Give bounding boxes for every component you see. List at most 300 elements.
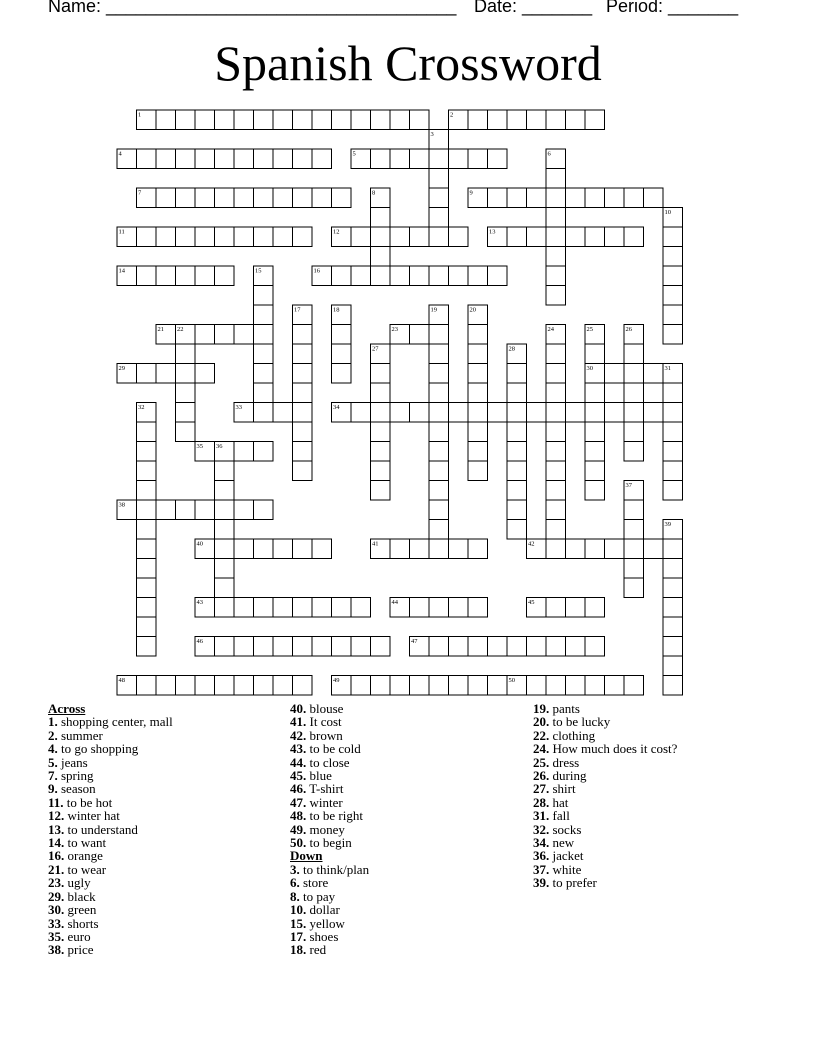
grid-cell[interactable] xyxy=(195,500,215,520)
grid-cell[interactable] xyxy=(254,383,274,403)
grid-cell[interactable] xyxy=(468,598,488,618)
grid-cell[interactable] xyxy=(195,149,215,169)
grid-cell[interactable] xyxy=(624,422,644,442)
grid-cell[interactable] xyxy=(293,188,313,208)
grid-cell[interactable] xyxy=(156,500,176,520)
grid-cell[interactable] xyxy=(293,149,313,169)
grid-cell[interactable] xyxy=(585,676,605,696)
grid-cell[interactable] xyxy=(488,266,508,286)
grid-cell[interactable] xyxy=(605,364,625,384)
grid-cell[interactable] xyxy=(546,539,566,559)
grid-cell[interactable] xyxy=(137,442,157,462)
grid-cell[interactable] xyxy=(488,188,508,208)
grid-cell[interactable] xyxy=(293,539,313,559)
grid-cell[interactable] xyxy=(663,461,683,481)
grid-cell[interactable] xyxy=(429,227,449,247)
grid-cell[interactable] xyxy=(137,481,157,501)
grid-cell[interactable] xyxy=(449,676,469,696)
grid-cell[interactable] xyxy=(429,637,449,657)
grid-cell[interactable] xyxy=(137,266,157,286)
grid-cell[interactable] xyxy=(293,442,313,462)
grid-cell[interactable] xyxy=(507,461,527,481)
grid-cell[interactable] xyxy=(546,227,566,247)
grid-cell[interactable] xyxy=(390,403,410,423)
grid-cell[interactable] xyxy=(624,539,644,559)
grid-cell[interactable] xyxy=(468,676,488,696)
grid-cell[interactable] xyxy=(215,500,235,520)
grid-cell[interactable] xyxy=(468,422,488,442)
grid-cell[interactable] xyxy=(566,227,586,247)
grid-cell[interactable] xyxy=(371,383,391,403)
grid-cell[interactable] xyxy=(585,344,605,364)
grid-cell[interactable] xyxy=(546,500,566,520)
grid-cell[interactable] xyxy=(429,520,449,540)
grid-cell[interactable] xyxy=(585,481,605,501)
grid-cell[interactable] xyxy=(663,481,683,501)
grid-cell[interactable] xyxy=(663,383,683,403)
grid-cell[interactable] xyxy=(566,676,586,696)
grid-cell[interactable] xyxy=(234,539,254,559)
grid-cell[interactable] xyxy=(624,188,644,208)
grid-cell[interactable] xyxy=(527,188,547,208)
grid-cell[interactable] xyxy=(605,539,625,559)
grid-cell[interactable] xyxy=(585,598,605,618)
grid-cell[interactable] xyxy=(293,637,313,657)
grid-cell[interactable] xyxy=(449,227,469,247)
grid-cell[interactable] xyxy=(234,637,254,657)
grid-cell[interactable] xyxy=(663,578,683,598)
grid-cell[interactable] xyxy=(273,598,293,618)
grid-cell[interactable] xyxy=(195,676,215,696)
grid-cell[interactable] xyxy=(546,266,566,286)
grid-cell[interactable] xyxy=(429,208,449,228)
grid-cell[interactable] xyxy=(546,422,566,442)
grid-cell[interactable] xyxy=(215,188,235,208)
grid-cell[interactable] xyxy=(371,149,391,169)
grid-cell[interactable] xyxy=(273,539,293,559)
grid-cell[interactable] xyxy=(195,110,215,130)
grid-cell[interactable] xyxy=(507,110,527,130)
grid-cell[interactable] xyxy=(137,598,157,618)
grid-cell[interactable] xyxy=(390,149,410,169)
grid-cell[interactable] xyxy=(312,149,332,169)
grid-cell[interactable] xyxy=(234,227,254,247)
grid-cell[interactable] xyxy=(585,637,605,657)
grid-cell[interactable] xyxy=(624,364,644,384)
grid-cell[interactable] xyxy=(663,422,683,442)
grid-cell[interactable] xyxy=(215,481,235,501)
grid-cell[interactable] xyxy=(137,422,157,442)
grid-cell[interactable] xyxy=(156,676,176,696)
grid-cell[interactable] xyxy=(293,227,313,247)
grid-cell[interactable] xyxy=(663,325,683,345)
grid-cell[interactable] xyxy=(371,461,391,481)
grid-cell[interactable] xyxy=(546,364,566,384)
grid-cell[interactable] xyxy=(254,325,274,345)
grid-cell[interactable] xyxy=(254,286,274,306)
grid-cell[interactable] xyxy=(507,227,527,247)
grid-cell[interactable] xyxy=(254,500,274,520)
grid-cell[interactable] xyxy=(566,110,586,130)
name-field[interactable]: Name: ___________________________________ xyxy=(48,0,457,16)
grid-cell[interactable] xyxy=(332,637,352,657)
grid-cell[interactable] xyxy=(663,305,683,325)
grid-cell[interactable] xyxy=(156,227,176,247)
grid-cell[interactable] xyxy=(176,383,196,403)
grid-cell[interactable] xyxy=(663,598,683,618)
grid-cell[interactable] xyxy=(663,286,683,306)
grid-cell[interactable] xyxy=(488,403,508,423)
grid-cell[interactable] xyxy=(293,383,313,403)
grid-cell[interactable] xyxy=(332,188,352,208)
grid-cell[interactable] xyxy=(176,676,196,696)
grid-cell[interactable] xyxy=(176,149,196,169)
grid-cell[interactable] xyxy=(429,422,449,442)
grid-cell[interactable] xyxy=(293,461,313,481)
grid-cell[interactable] xyxy=(488,110,508,130)
grid-cell[interactable] xyxy=(293,344,313,364)
grid-cell[interactable] xyxy=(663,247,683,267)
grid-cell[interactable] xyxy=(624,559,644,579)
grid-cell[interactable] xyxy=(527,110,547,130)
grid-cell[interactable] xyxy=(644,188,664,208)
grid-cell[interactable] xyxy=(215,266,235,286)
grid-cell[interactable] xyxy=(293,598,313,618)
grid-cell[interactable] xyxy=(507,520,527,540)
grid-cell[interactable] xyxy=(663,676,683,696)
grid-cell[interactable] xyxy=(468,637,488,657)
grid-cell[interactable] xyxy=(429,149,449,169)
grid-cell[interactable] xyxy=(254,637,274,657)
grid-cell[interactable] xyxy=(429,266,449,286)
grid-cell[interactable] xyxy=(507,481,527,501)
grid-cell[interactable] xyxy=(254,403,274,423)
grid-cell[interactable] xyxy=(137,559,157,579)
grid-cell[interactable] xyxy=(215,149,235,169)
grid-cell[interactable] xyxy=(332,266,352,286)
grid-cell[interactable] xyxy=(429,169,449,189)
grid-cell[interactable] xyxy=(429,364,449,384)
grid-cell[interactable] xyxy=(371,266,391,286)
grid-cell[interactable] xyxy=(663,403,683,423)
grid-cell[interactable] xyxy=(332,344,352,364)
grid-cell[interactable] xyxy=(156,364,176,384)
grid-cell[interactable] xyxy=(605,403,625,423)
grid-cell[interactable] xyxy=(566,539,586,559)
grid-cell[interactable] xyxy=(273,403,293,423)
grid-cell[interactable] xyxy=(644,403,664,423)
grid-cell[interactable] xyxy=(663,637,683,657)
grid-cell[interactable] xyxy=(605,227,625,247)
grid-cell[interactable] xyxy=(215,578,235,598)
grid-cell[interactable] xyxy=(663,442,683,462)
grid-cell[interactable] xyxy=(137,364,157,384)
grid-cell[interactable] xyxy=(371,676,391,696)
grid-cell[interactable] xyxy=(546,110,566,130)
grid-cell[interactable] xyxy=(254,442,274,462)
grid-cell[interactable] xyxy=(293,110,313,130)
grid-cell[interactable] xyxy=(410,403,430,423)
grid-cell[interactable] xyxy=(176,500,196,520)
grid-cell[interactable] xyxy=(234,598,254,618)
grid-cell[interactable] xyxy=(624,383,644,403)
grid-cell[interactable] xyxy=(546,247,566,267)
grid-cell[interactable] xyxy=(254,305,274,325)
grid-cell[interactable] xyxy=(546,188,566,208)
grid-cell[interactable] xyxy=(585,461,605,481)
grid-cell[interactable] xyxy=(566,188,586,208)
grid-cell[interactable] xyxy=(176,227,196,247)
grid-cell[interactable] xyxy=(624,403,644,423)
grid-cell[interactable] xyxy=(429,539,449,559)
grid-cell[interactable] xyxy=(507,364,527,384)
grid-cell[interactable] xyxy=(195,364,215,384)
grid-cell[interactable] xyxy=(273,637,293,657)
grid-cell[interactable] xyxy=(449,266,469,286)
grid-cell[interactable] xyxy=(507,188,527,208)
grid-cell[interactable] xyxy=(663,227,683,247)
grid-cell[interactable] xyxy=(468,325,488,345)
grid-cell[interactable] xyxy=(468,344,488,364)
grid-cell[interactable] xyxy=(137,676,157,696)
grid-cell[interactable] xyxy=(254,188,274,208)
grid-cell[interactable] xyxy=(468,110,488,130)
grid-cell[interactable] xyxy=(624,520,644,540)
grid-cell[interactable] xyxy=(215,539,235,559)
grid-cell[interactable] xyxy=(234,325,254,345)
grid-cell[interactable] xyxy=(215,325,235,345)
grid-cell[interactable] xyxy=(137,578,157,598)
grid-cell[interactable] xyxy=(351,676,371,696)
grid-cell[interactable] xyxy=(585,227,605,247)
grid-cell[interactable] xyxy=(176,364,196,384)
grid-cell[interactable] xyxy=(429,383,449,403)
grid-cell[interactable] xyxy=(332,325,352,345)
grid-cell[interactable] xyxy=(215,598,235,618)
grid-cell[interactable] xyxy=(527,676,547,696)
grid-cell[interactable] xyxy=(312,110,332,130)
grid-cell[interactable] xyxy=(429,481,449,501)
grid-cell[interactable] xyxy=(546,520,566,540)
grid-cell[interactable] xyxy=(546,598,566,618)
grid-cell[interactable] xyxy=(137,617,157,637)
grid-cell[interactable] xyxy=(176,403,196,423)
grid-cell[interactable] xyxy=(390,110,410,130)
grid-cell[interactable] xyxy=(195,227,215,247)
grid-cell[interactable] xyxy=(663,617,683,637)
grid-cell[interactable] xyxy=(449,598,469,618)
grid-cell[interactable] xyxy=(332,598,352,618)
grid-cell[interactable] xyxy=(156,266,176,286)
grid-cell[interactable] xyxy=(468,149,488,169)
grid-cell[interactable] xyxy=(312,188,332,208)
grid-cell[interactable] xyxy=(215,559,235,579)
grid-cell[interactable] xyxy=(371,637,391,657)
grid-cell[interactable] xyxy=(156,110,176,130)
grid-cell[interactable] xyxy=(371,364,391,384)
grid-cell[interactable] xyxy=(488,676,508,696)
grid-cell[interactable] xyxy=(254,539,274,559)
grid-cell[interactable] xyxy=(663,559,683,579)
grid-cell[interactable] xyxy=(254,364,274,384)
grid-cell[interactable] xyxy=(234,442,254,462)
grid-cell[interactable] xyxy=(410,227,430,247)
grid-cell[interactable] xyxy=(371,442,391,462)
grid-cell[interactable] xyxy=(312,637,332,657)
grid-cell[interactable] xyxy=(507,403,527,423)
grid-cell[interactable] xyxy=(507,500,527,520)
grid-cell[interactable] xyxy=(507,383,527,403)
grid-cell[interactable] xyxy=(644,364,664,384)
grid-cell[interactable] xyxy=(137,637,157,657)
grid-cell[interactable] xyxy=(371,481,391,501)
grid-cell[interactable] xyxy=(585,539,605,559)
grid-cell[interactable] xyxy=(390,539,410,559)
grid-cell[interactable] xyxy=(351,266,371,286)
grid-cell[interactable] xyxy=(293,403,313,423)
grid-cell[interactable] xyxy=(156,149,176,169)
grid-cell[interactable] xyxy=(546,442,566,462)
grid-cell[interactable] xyxy=(176,110,196,130)
grid-cell[interactable] xyxy=(371,110,391,130)
grid-cell[interactable] xyxy=(488,149,508,169)
grid-cell[interactable] xyxy=(215,676,235,696)
grid-cell[interactable] xyxy=(429,461,449,481)
grid-cell[interactable] xyxy=(410,539,430,559)
grid-cell[interactable] xyxy=(546,403,566,423)
grid-cell[interactable] xyxy=(254,676,274,696)
grid-cell[interactable] xyxy=(546,676,566,696)
grid-cell[interactable] xyxy=(527,637,547,657)
grid-cell[interactable] xyxy=(488,637,508,657)
grid-cell[interactable] xyxy=(137,227,157,247)
grid-cell[interactable] xyxy=(663,266,683,286)
grid-cell[interactable] xyxy=(605,676,625,696)
grid-cell[interactable] xyxy=(429,598,449,618)
grid-cell[interactable] xyxy=(215,637,235,657)
grid-cell[interactable] xyxy=(254,110,274,130)
grid-cell[interactable] xyxy=(137,539,157,559)
grid-cell[interactable] xyxy=(546,208,566,228)
grid-cell[interactable] xyxy=(156,188,176,208)
grid-cell[interactable] xyxy=(176,422,196,442)
date-field[interactable]: Date: _______ xyxy=(474,0,593,16)
grid-cell[interactable] xyxy=(468,383,488,403)
grid-cell[interactable] xyxy=(546,637,566,657)
grid-cell[interactable] xyxy=(215,461,235,481)
grid-cell[interactable] xyxy=(254,149,274,169)
grid-cell[interactable] xyxy=(351,598,371,618)
grid-cell[interactable] xyxy=(254,344,274,364)
grid-cell[interactable] xyxy=(410,676,430,696)
grid-cell[interactable] xyxy=(644,539,664,559)
grid-cell[interactable] xyxy=(371,247,391,267)
grid-cell[interactable] xyxy=(273,676,293,696)
grid-cell[interactable] xyxy=(624,442,644,462)
grid-cell[interactable] xyxy=(273,188,293,208)
grid-cell[interactable] xyxy=(410,110,430,130)
grid-cell[interactable] xyxy=(429,500,449,520)
grid-cell[interactable] xyxy=(585,110,605,130)
grid-cell[interactable] xyxy=(429,676,449,696)
period-field[interactable]: Period: _______ xyxy=(606,0,739,16)
grid-cell[interactable] xyxy=(410,325,430,345)
grid-cell[interactable] xyxy=(215,227,235,247)
grid-cell[interactable] xyxy=(215,520,235,540)
grid-cell[interactable] xyxy=(468,442,488,462)
grid-cell[interactable] xyxy=(449,637,469,657)
grid-cell[interactable] xyxy=(507,637,527,657)
grid-cell[interactable] xyxy=(215,110,235,130)
grid-cell[interactable] xyxy=(410,266,430,286)
grid-cell[interactable] xyxy=(293,676,313,696)
grid-cell[interactable] xyxy=(273,110,293,130)
grid-cell[interactable] xyxy=(195,325,215,345)
grid-cell[interactable] xyxy=(585,422,605,442)
grid-cell[interactable] xyxy=(585,383,605,403)
grid-cell[interactable] xyxy=(195,188,215,208)
grid-cell[interactable] xyxy=(624,500,644,520)
grid-cell[interactable] xyxy=(273,227,293,247)
grid-cell[interactable] xyxy=(332,110,352,130)
grid-cell[interactable] xyxy=(449,539,469,559)
grid-cell[interactable] xyxy=(371,403,391,423)
grid-cell[interactable] xyxy=(624,578,644,598)
grid-cell[interactable] xyxy=(312,539,332,559)
grid-cell[interactable] xyxy=(429,188,449,208)
grid-cell[interactable] xyxy=(390,266,410,286)
grid-cell[interactable] xyxy=(429,403,449,423)
grid-cell[interactable] xyxy=(195,266,215,286)
grid-cell[interactable] xyxy=(293,364,313,384)
grid-cell[interactable] xyxy=(410,598,430,618)
grid-cell[interactable] xyxy=(527,227,547,247)
grid-cell[interactable] xyxy=(468,461,488,481)
grid-cell[interactable] xyxy=(371,422,391,442)
grid-cell[interactable] xyxy=(429,442,449,462)
grid-cell[interactable] xyxy=(585,403,605,423)
grid-cell[interactable] xyxy=(605,188,625,208)
grid-cell[interactable] xyxy=(429,325,449,345)
grid-cell[interactable] xyxy=(546,383,566,403)
grid-cell[interactable] xyxy=(624,676,644,696)
grid-cell[interactable] xyxy=(663,539,683,559)
grid-cell[interactable] xyxy=(273,149,293,169)
grid-cell[interactable] xyxy=(468,403,488,423)
grid-cell[interactable] xyxy=(429,344,449,364)
grid-cell[interactable] xyxy=(390,676,410,696)
grid-cell[interactable] xyxy=(527,403,547,423)
grid-cell[interactable] xyxy=(332,364,352,384)
grid-cell[interactable] xyxy=(585,442,605,462)
grid-cell[interactable] xyxy=(566,637,586,657)
grid-cell[interactable] xyxy=(234,500,254,520)
grid-cell[interactable] xyxy=(624,344,644,364)
grid-cell[interactable] xyxy=(546,481,566,501)
grid-cell[interactable] xyxy=(468,364,488,384)
grid-cell[interactable] xyxy=(585,188,605,208)
grid-cell[interactable] xyxy=(176,344,196,364)
grid-cell[interactable] xyxy=(176,266,196,286)
grid-cell[interactable] xyxy=(234,110,254,130)
grid-cell[interactable] xyxy=(546,286,566,306)
grid-cell[interactable] xyxy=(137,149,157,169)
grid-cell[interactable] xyxy=(312,598,332,618)
grid-cell[interactable] xyxy=(137,500,157,520)
grid-cell[interactable] xyxy=(371,208,391,228)
grid-cell[interactable] xyxy=(176,188,196,208)
grid-cell[interactable] xyxy=(468,266,488,286)
